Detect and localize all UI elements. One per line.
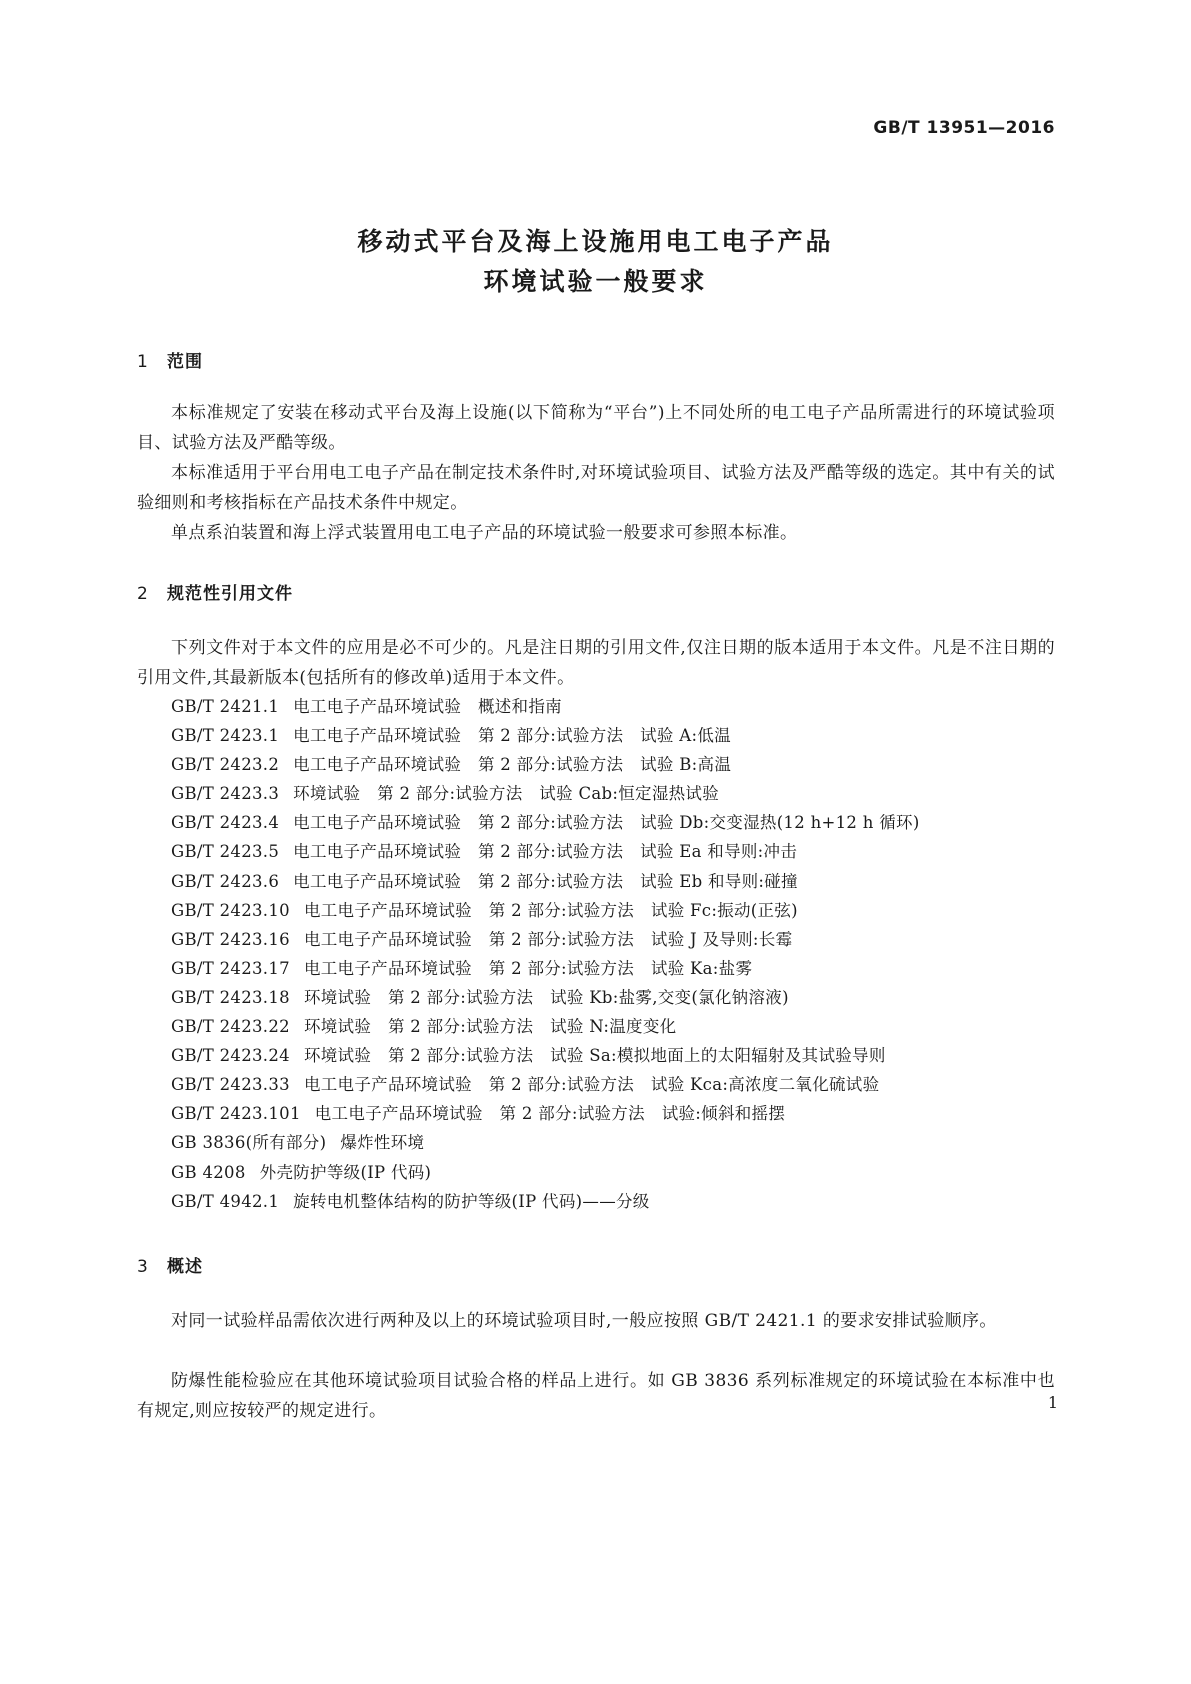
reference-code: GB/T 2423.101: [171, 1104, 301, 1124]
reference-code: GB 3836(所有部分): [171, 1133, 327, 1153]
reference-code: GB/T 2423.2: [171, 755, 280, 775]
reference-item: [171, 779, 1051, 808]
reference-code: GB 4208: [171, 1162, 246, 1182]
section-title: 概述: [167, 1257, 203, 1277]
section-heading-scope: [137, 347, 203, 372]
reference-title: 电工电子产品环境试验 第 2 部分:试验方法 试验 Fc:振动(正弦): [303, 900, 798, 920]
reference-title: 外壳防护等级(IP 代码): [259, 1162, 432, 1182]
reference-list: [171, 692, 1051, 1216]
overview-paragraph-2: 防爆性能检验应在其他环境试验项目试验合格的样品上进行。如 GB 3836 系列标准规定的环境试验在本标准中也有规定,则应按较严的规定进行。: [137, 1371, 1055, 1421]
page-number: 1: [1047, 1393, 1058, 1412]
reference-code: GB/T 2423.3: [171, 784, 280, 804]
standard-code: GB/T 13951—2016: [873, 118, 1055, 138]
reference-code: GB/T 2423.4: [171, 813, 280, 833]
reference-code: GB/T 2423.18: [171, 987, 290, 1007]
reference-item: [171, 721, 1051, 750]
reference-title: 环境试验 第 2 部分:试验方法 试验 Sa:模拟地面上的太阳辐射及其试验导则: [303, 1046, 886, 1066]
scope-paragraph-3: 单点系泊装置和海上浮式装置用电工电子产品的环境试验一般要求可参照本标准。: [171, 523, 798, 543]
reference-code: GB/T 2423.16: [171, 929, 290, 949]
section-heading-normative-references: [137, 579, 293, 604]
section-heading-overview: [137, 1252, 203, 1277]
reference-code: GB/T 2423.1: [171, 726, 280, 746]
reference-title: 电工电子产品环境试验 第 2 部分:试验方法 试验 Db:交变湿热(12 h+12 h 循环): [293, 813, 920, 833]
section-number: 3: [137, 1257, 149, 1277]
overview-paragraph-1: 对同一试验样品需依次进行两种及以上的环境试验项目时,一般应按照 GB/T 2421.1 的要求安排试验顺序。: [171, 1311, 997, 1331]
reference-title: 电工电子产品环境试验 第 2 部分:试验方法 试验 Ka:盐雾: [303, 958, 753, 978]
reference-item: [171, 1128, 1051, 1157]
reference-title: 电工电子产品环境试验 第 2 部分:试验方法 试验:倾斜和摇摆: [314, 1104, 786, 1124]
reference-title: 电工电子产品环境试验 第 2 部分:试验方法 试验 B:高温: [293, 755, 732, 775]
reference-title: 环境试验 第 2 部分:试验方法 试验 Kb:盐雾,交变(氯化钠溶液): [303, 987, 789, 1007]
reference-item: [171, 1158, 1051, 1187]
reference-title: 电工电子产品环境试验 第 2 部分:试验方法 试验 Eb 和导则:碰撞: [293, 871, 798, 891]
reference-code: GB/T 2423.10: [171, 900, 290, 920]
reference-title: 电工电子产品环境试验 第 2 部分:试验方法 试验 A:低温: [293, 726, 731, 746]
reference-item: [171, 808, 1051, 837]
reference-title: 电工电子产品环境试验 第 2 部分:试验方法 试验 Ea 和导则:冲击: [293, 842, 798, 862]
reference-title: 电工电子产品环境试验 第 2 部分:试验方法 试验 J 及导则:长霉: [303, 929, 793, 949]
reference-title: 电工电子产品环境试验 概述和指南: [293, 697, 562, 716]
section-number: 1: [137, 352, 149, 372]
document-title-line-1: 移动式平台及海上设施用电工电子产品: [357, 227, 834, 256]
reference-item: [171, 925, 1051, 954]
reference-title: 电工电子产品环境试验 第 2 部分:试验方法 试验 Kca:高浓度二氧化硫试验: [303, 1075, 880, 1095]
reference-item: [171, 1099, 1051, 1128]
reference-item: [171, 837, 1051, 866]
section-title: 范围: [167, 352, 203, 372]
reference-item: [171, 1187, 1051, 1216]
section-number: 2: [137, 584, 149, 604]
reference-item: [171, 1041, 1051, 1070]
reference-item: [171, 867, 1051, 896]
reference-title: 环境试验 第 2 部分:试验方法 试验 Cab:恒定湿热试验: [293, 784, 720, 804]
reference-title: 环境试验 第 2 部分:试验方法 试验 N:温度变化: [303, 1017, 677, 1037]
document-title-line-2: 环境试验一般要求: [483, 267, 708, 296]
reference-item: [171, 954, 1051, 983]
references-intro-paragraph: 下列文件对于本文件的应用是必不可少的。凡是注日期的引用文件,仅注日期的版本适用于本文件。凡是不注日期的引用文件,其最新版本(包括所有的修改单)适用于本文件。: [137, 638, 1055, 688]
reference-title: 旋转电机整体结构的防护等级(IP 代码)——分级: [293, 1191, 650, 1211]
reference-code: GB/T 4942.1: [171, 1191, 280, 1211]
reference-code: GB/T 2423.22: [171, 1017, 290, 1037]
reference-item: [171, 692, 1051, 721]
scope-paragraph-1: 本标准规定了安装在移动式平台及海上设施(以下简称为“平台”)上不同处所的电工电子产品所需进行的环境试验项目、试验方法及严酷等级。: [137, 403, 1055, 453]
reference-title: 爆炸性环境: [340, 1133, 425, 1153]
reference-code: GB/T 2423.17: [171, 958, 290, 978]
reference-code: GB/T 2423.33: [171, 1075, 290, 1095]
reference-item: [171, 896, 1051, 925]
reference-code: GB/T 2423.6: [171, 871, 280, 891]
reference-item: [171, 983, 1051, 1012]
section-title: 规范性引用文件: [167, 584, 293, 604]
reference-item: [171, 750, 1051, 779]
reference-item: [171, 1012, 1051, 1041]
reference-code: GB/T 2423.5: [171, 842, 280, 862]
reference-code: GB/T 2423.24: [171, 1046, 290, 1066]
scope-paragraph-2: 本标准适用于平台用电工电子产品在制定技术条件时,对环境试验项目、试验方法及严酷等级的选定。其中有关的试验细则和考核指标在产品技术条件中规定。: [137, 463, 1055, 513]
reference-item: [171, 1070, 1051, 1099]
reference-code: GB/T 2421.1: [171, 697, 280, 716]
